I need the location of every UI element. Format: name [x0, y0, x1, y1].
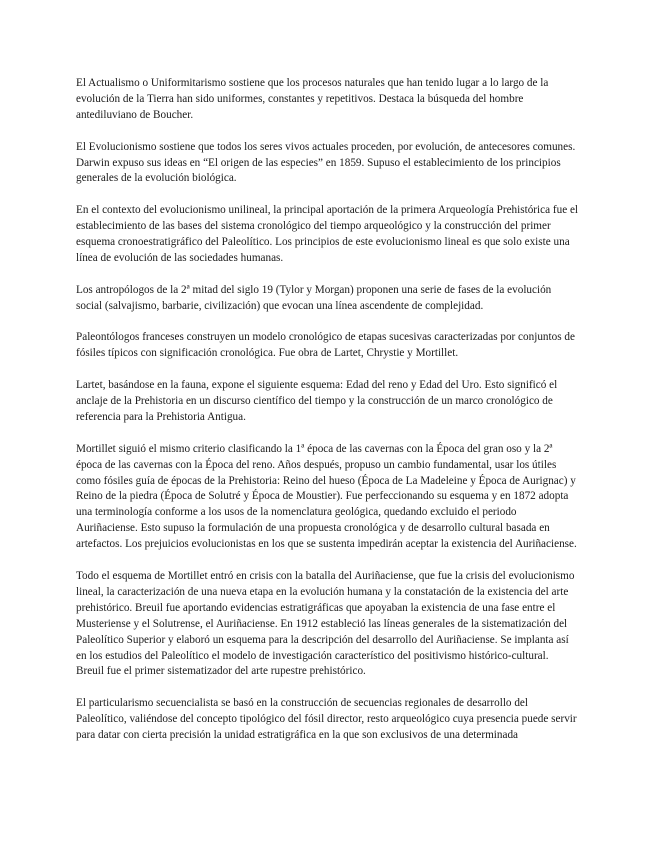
paragraph-particularismo: El particularismo secuencialista se basó en la construcción de secuencias regionales de desarrollo del Paleolítico, valiéndose del concepto tipológico del fósil director, resto arqueológico cuya presencia puede servir para datar con cierta precisión la unidad estratigráfica en la que son exclusivos de una determinada: [76, 697, 577, 742]
paragraph-evolucionismo: El Evolucionismo sostiene que todos los seres vivos actuales proceden, por evolución, de antecesores comunes. Darwin expuso sus ideas en “El origen de las especies” en 1859. Supuso el establecimiento de los principios generales de la evolución biológica.: [76, 140, 576, 185]
paragraph-mortillet: Mortillet siguió el mismo criterio clasificando la 1ª época de las cavernas con la Época del gran oso y la 2ª época de las cavernas con la Época del reno. Años después, propuso un cambio fundamental, usar los útiles como fósiles guía de épocas de la Prehistoria: Reino del hueso (Época de La Madeleine y Época de Aurignac) y Reino de la piedra (Época de Solutré y Época de Moustier). Fue perfeccionando su esquema y en 1872 adopta una terminología conforme a los usos de la nomenclatura geológica, quedando excluido el periodo Auriñaciense. Esto supuso la formulación de una propuesta cronológica y de desarrollo cultural basada en artefactos. Los prejuicios evolucionistas en los que se sustenta impedirán aceptar la existencia del Auriñaciense.: [76, 442, 577, 551]
paragraph-actualismo: El Actualismo o Uniformitarismo sostiene que los procesos naturales que han tenido lugar a lo largo de la evolución de la Tierra han sido uniformes, constantes y repetitivos. Destaca la búsqueda del hombre antediluviano de Boucher.: [76, 77, 549, 121]
paragraph-antropologos: Los antropólogos de la 2ª mitad del siglo 19 (Tylor y Morgan) proponen una serie de fases de la evolución social (salvajismo, barbarie, civilización) que evocan una línea ascendente de complejidad.: [76, 283, 552, 312]
paragraph-evolucionismo-unilineal: En el contexto del evolucionismo unilineal, la principal aportación de la primera Arqueología Prehistórica fue el establecimiento de las bases del sistema cronológico del tiempo arqueológico y la construcción del primer esquema cronoestratigráfico del Paleolítico. Los principios de este evolucionismo lineal es que solo existe una línea de evolución de las sociedades humanas.: [76, 204, 579, 264]
document-body: [76, 76, 579, 760]
paragraph-crisis-auriñaciense: Todo el esquema de Mortillet entró en crisis con la batalla del Auriñaciense, que fue la crisis del evolucionismo lineal, la caracterización de una nueva etapa en la evolución humana y la constatación de la existencia del arte prehistórico. Breuil fue aportando evidencias estratigráficas que apoyaban la existencia de una fase entre el Musteriense y el Solutrense, el Auriñaciense. En 1912 estableció las líneas generales de la sistematización del Paleolítico Superior y elaboró un esquema para la descripción del desarrollo del Auriñaciense. Se implanta así en los estudios del Paleolítico el modelo de investigación característico del positivismo histórico-cultural. Breuil fue el primer sistematizador del arte rupestre prehistórico.: [76, 569, 575, 678]
paragraph-paleontologos: Paleontólogos franceses construyen un modelo cronológico de etapas sucesivas caracterizadas por conjuntos de fósiles típicos con significación cronológica. Fue obra de Lartet, Chrystie y Mortillet.: [76, 331, 575, 360]
paragraph-lartet: Lartet, basándose en la fauna, expone el siguiente esquema: Edad del reno y Edad del Uro. Esto significó el anclaje de la Prehistoria en un discurso científico del tiempo y la construcción de un marco cronológico de referencia para la Prehistoria Antigua.: [76, 379, 558, 423]
